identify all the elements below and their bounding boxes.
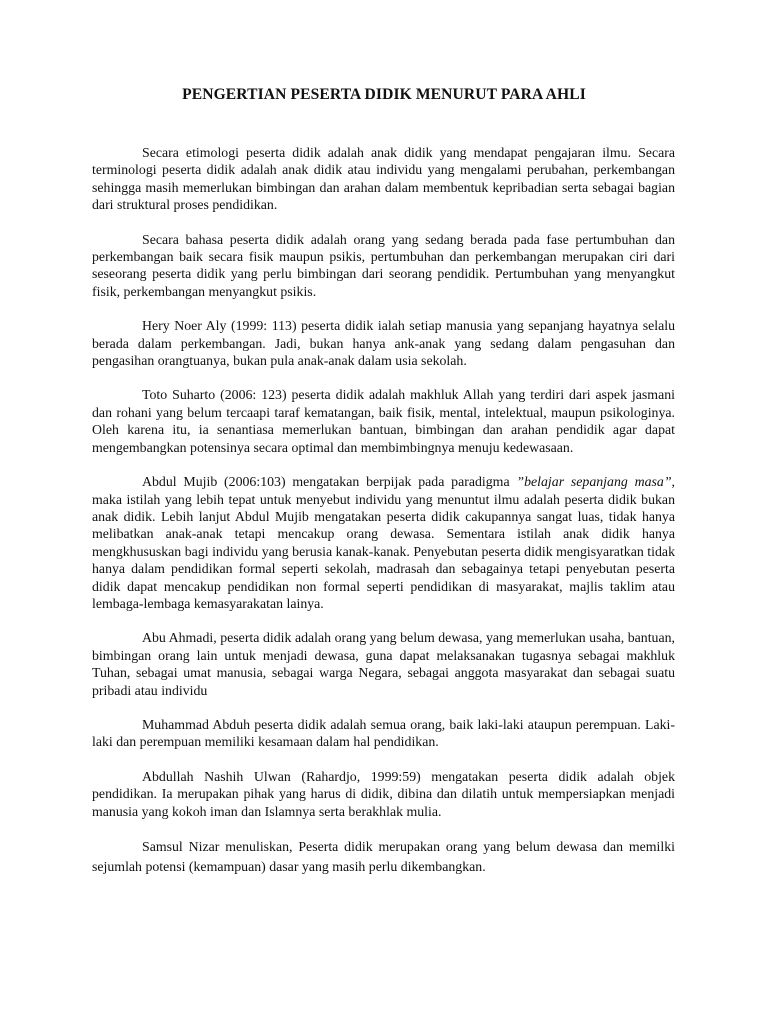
paragraph-muhammad-abduh: Muhammad Abduh peserta didik adalah semua orang, baik laki-laki ataupun perempuan. Laki-laki dan perempuan memiliki kesamaan dalam hal pendidikan.	[92, 716, 675, 750]
paragraph-abdul-mujib	[92, 473, 675, 612]
paragraph-samsul-nizar: Samsul Nizar menuliskan, Peserta didik merupakan orang yang belum dewasa dan memilki sejumlah potensi (kemampuan) dasar yang masih perlu dikembangkan.	[92, 839, 675, 874]
mujib-text-after: , maka istilah yang lebih tepat untuk menyebut individu yang menuntut ilmu adalah peserta didik bukan anak didik. Lebih lanjut Abdul Mujib mengatakan peserta didik cakupannya sangat luas, tidak hanya melibatkan anak-anak tetapi mencakup orang dewasa. Sementara istilah anak didik hanya mengkhususkan bagi individu yang berusia kanak-kanak. Penyebutan peserta didik mengisyaratkan tidak hanya dalam pendidikan formal seperti sekolah, madrasah dan sebagainya tetapi penyebutan peserta didik dapat mencakup pendidikan non formal seperti pendidikan di masyarakat, majlis taklim atau lembaga-lembaga kemasyarakatan lainya.	[92, 474, 675, 611]
paragraph-hery-noer-aly: Hery Noer Aly (1999: 113) peserta didik ialah setiap manusia yang sepanjang hayatnya selalu berada dalam perkembangan. Jadi, bukan hanya ank-anak yang sedang dalam pengasuhan dan pengasihan orangtuanya, bukan pula anak-anak dalam usia sekolah.	[92, 318, 675, 369]
mujib-quote-italic: ”belajar sepanjang masa”	[516, 474, 672, 490]
page-title: PENGERTIAN PESERTA DIDIK MENURUT PARA AHLI	[182, 86, 586, 103]
document-body	[92, 144, 675, 894]
mujib-text-before: Abdul Mujib (2006:103) mengatakan berpijak pada paradigma	[142, 474, 517, 490]
paragraph-bahasa: Secara bahasa peserta didik adalah orang yang sedang berada pada fase pertumbuhan dan perkembangan baik secara fisik maupun psikis, pertumbuhan dan perkembangan merupakan ciri dari seseorang peserta didik yang perlu bimbingan dari seorang pendidik. Pertumbuhan yang menyangkut fisik, perkembangan menyangkut psikis.	[92, 231, 675, 299]
paragraph-toto-suharto: Toto Suharto (2006: 123) peserta didik adalah makhluk Allah yang terdiri dari aspek jasmani dan rohani yang belum tercaapi taraf kematangan, baik fisik, mental, intelektual, maupun psikologinya. Oleh karena itu, ia senantiasa memerlukan bantuan, bimbingan dan arahan pendidik agar dapat mengembangkan potensinya secara optimal dan membimbingnya menuju kedewasaan.	[92, 387, 675, 455]
paragraph-abu-ahmadi: Abu Ahmadi, peserta didik adalah orang yang belum dewasa, yang memerlukan usaha, bantuan, bimbingan orang lain untuk menjadi dewasa, guna dapat melaksanakan tugasnya sebagai makhluk Tuhan, sebagai umat manusia, sebagai warga Negara, sebagai anggota masyarakat dan sebagai suatu pribadi atau individu	[92, 630, 675, 698]
paragraph-abdullah-nashih-ulwan: Abdullah Nashih Ulwan (Rahardjo, 1999:59) mengatakan peserta didik adalah objek pendidikan. Ia merupakan pihak yang harus di didik, dibina dan dilatih untuk mempersiapkan menjadi manusia yang kokoh iman dan Islamnya serta berakhlak mulia.	[92, 768, 675, 819]
paragraph-etimologi: Secara etimologi peserta didik adalah anak didik yang mendapat pengajaran ilmu. Secara terminologi peserta didik adalah anak didik atau individu yang mengalami perubahan, perkembangan sehingga masih memerlukan bimbingan dan arahan dalam membentuk kepribadian serta sebagai bagian dari struktural proses pendidikan.	[92, 145, 675, 213]
